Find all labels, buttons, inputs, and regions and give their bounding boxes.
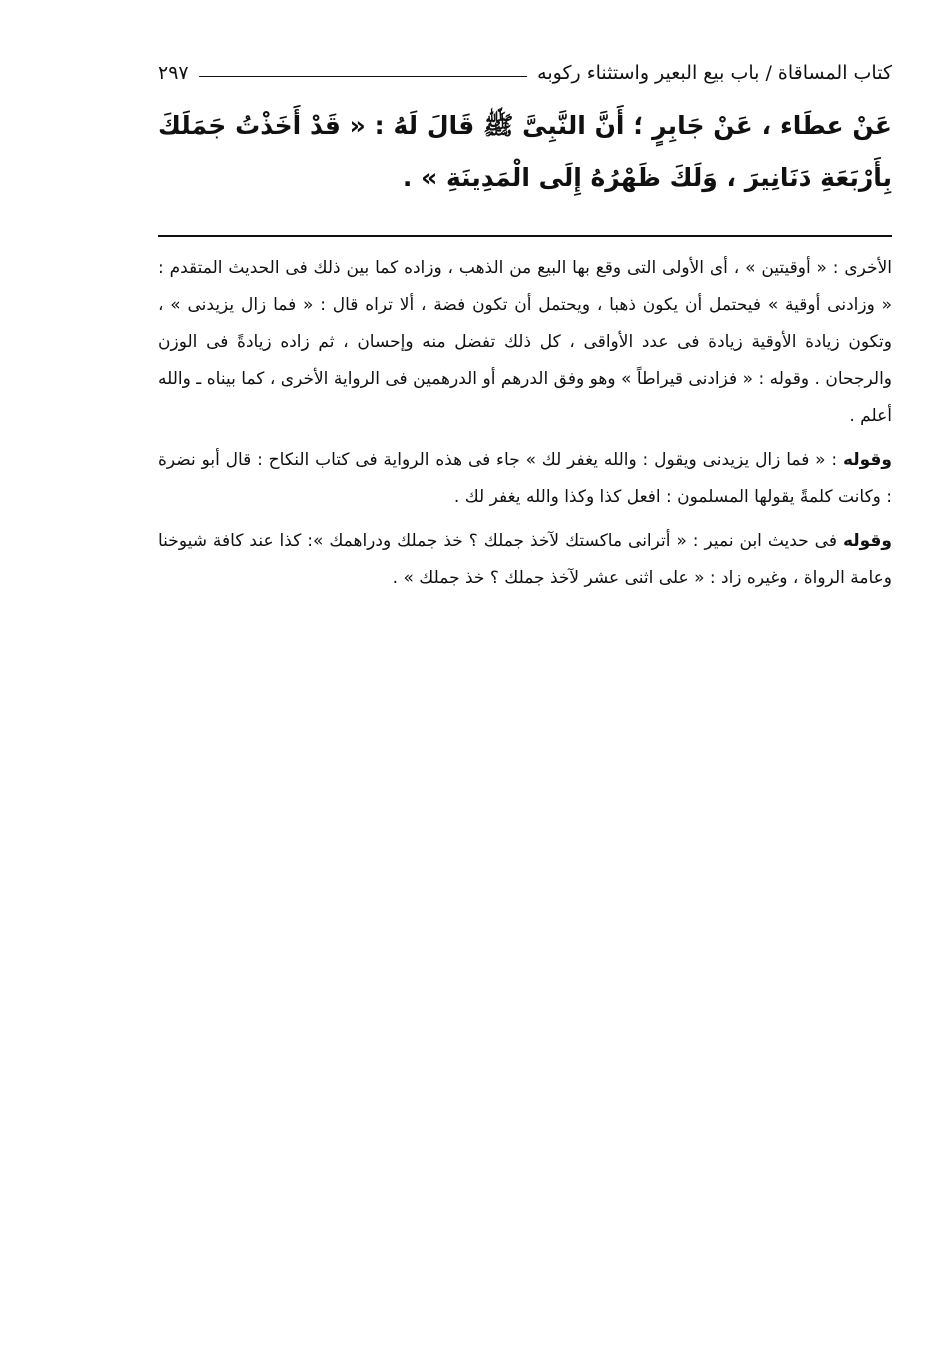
page-number: ٢٩٧ bbox=[158, 62, 189, 84]
commentary-paragraph bbox=[158, 442, 892, 516]
running-title: كتاب المساقاة / باب بيع البعير واستثناء ركوبه bbox=[537, 62, 892, 84]
paragraph-body: فى حديث ابن نمير : « أترانى ماكستك لآخذ جملك ؟ خذ جملك ودراهمك »: كذا عند كافة شيوخنا وعامة الرواة ، وغيره زاد : « على اثنى عشر لآخذ جملك ؟ خذ جملك » . bbox=[158, 531, 892, 588]
paragraph-lead: وقوله bbox=[842, 531, 893, 551]
hadith-text: عَنْ عطَاء ، عَنْ جَابِرٍ ؛ أَنَّ النَّبِىَّ ﷺ قَالَ لَهُ : « قَدْ أَخَذْتُ جَمَلَكَ بِأَرْبَعَةِ دَنَانِيرَ ، وَلَكَ ظَهْرُهُ إِلَى الْمَدِينَةِ » . bbox=[158, 111, 892, 192]
commentary-paragraph: الأخرى : « أوقيتين » ، أى الأولى التى وقع بها البيع من الذهب ، وزاده كما بين ذلك فى الحديث المتقدم : « وزادنى أوقية » فيحتمل أن يكون ذهبا ، ويحتمل أن تكون فضة ، ألا تراه قال : « فما زال يزيدنى » ، وتكون زيادة الأوقية زيادة فى عدد الأواقى ، كل ذلك تفضل منه وإحسان ، ثم زاده زيادةً فى الوزن والرجحان . وقوله : « فزادنى قيراطاً » وهو وفق الدرهم أو الدرهمين فى الرواية الأخرى ، كما بيناه ـ والله أعلم . bbox=[158, 258, 892, 426]
paragraph-lead: وقوله bbox=[842, 450, 892, 470]
paragraph-body: : « فما زال يزيدنى ويقول : والله يغفر لك » جاء فى هذه الرواية فى كتاب النكاح : قال أبو نضرة : وكانت كلمةً يقولها المسلمون : افعل كذا وكذا والله يغفر لك . bbox=[158, 450, 892, 507]
header-rule bbox=[199, 76, 528, 77]
commentary bbox=[158, 250, 892, 604]
footnote-separator bbox=[158, 235, 892, 237]
commentary-paragraph bbox=[158, 523, 892, 597]
running-header bbox=[158, 58, 892, 88]
